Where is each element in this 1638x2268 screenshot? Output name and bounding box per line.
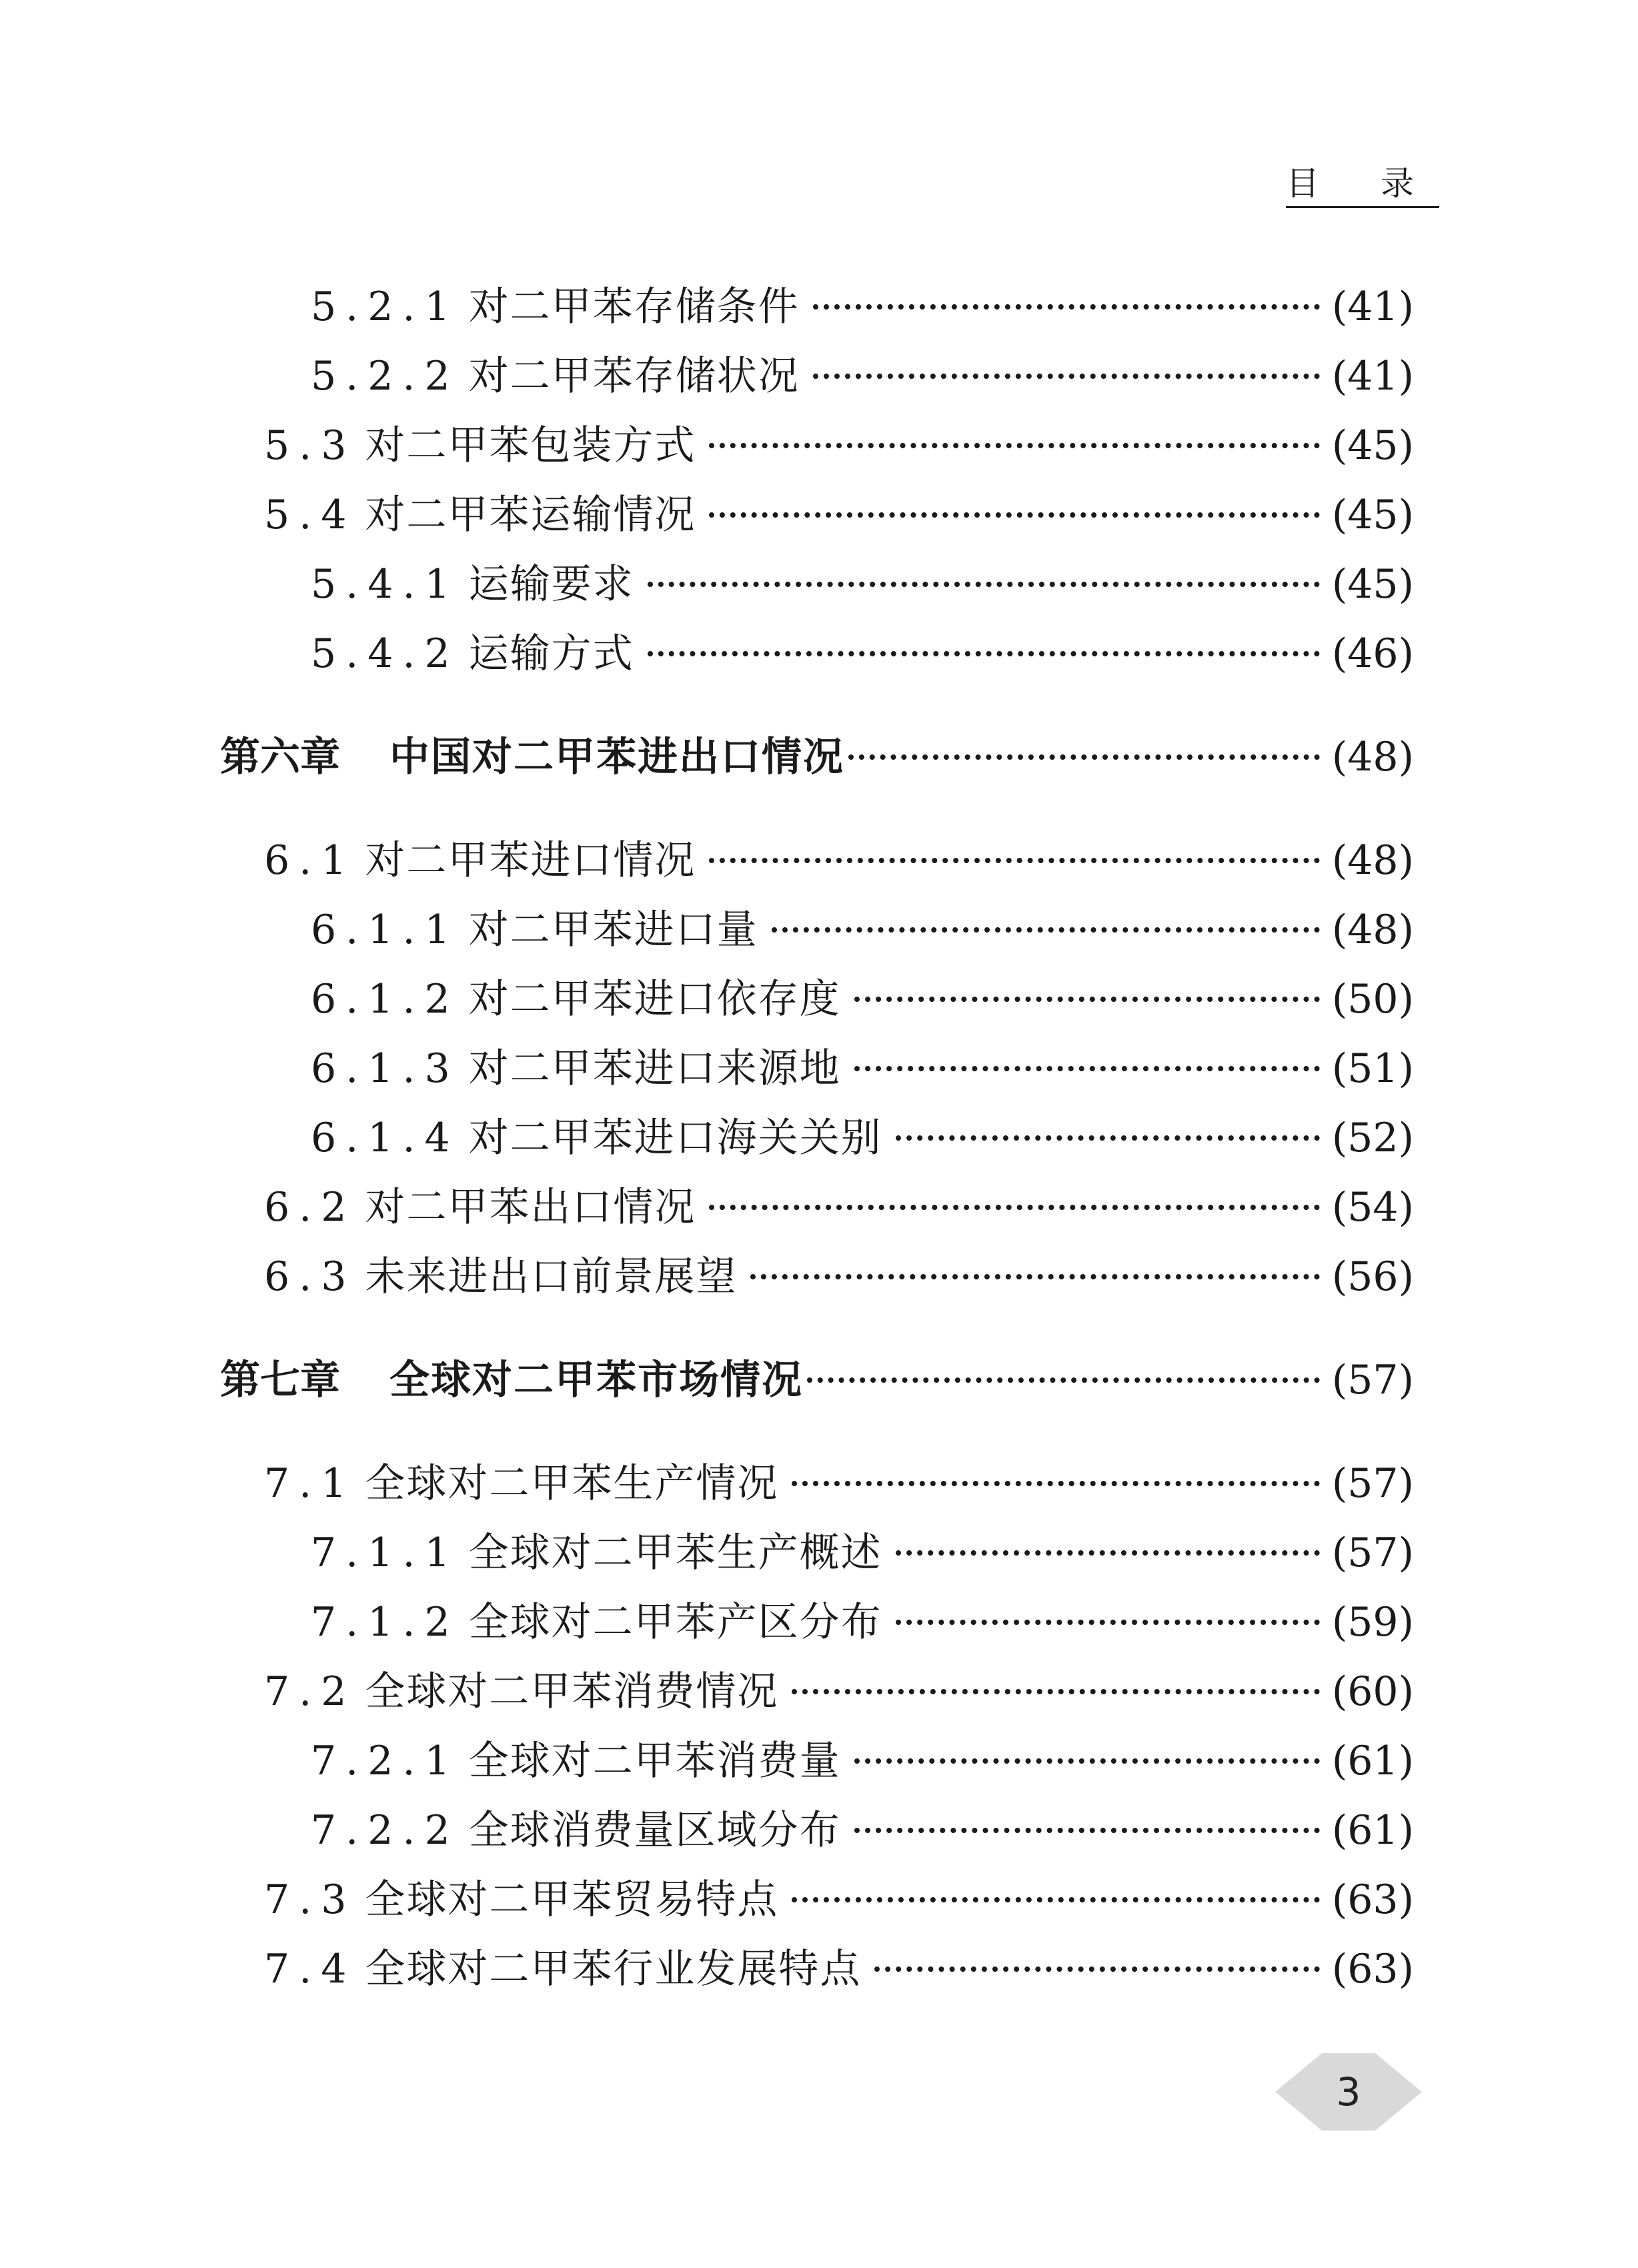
toc-page: (57) [1331, 1460, 1414, 1507]
toc-entry [311, 627, 1414, 680]
toc-number: 7.2.1 [311, 1738, 460, 1784]
toc-title: 对二甲苯包装方式 [365, 422, 696, 469]
toc-title: 对二甲苯进口情况 [365, 837, 696, 884]
toc-page: (63) [1331, 1876, 1414, 1923]
toc-title: 对二甲苯运输情况 [365, 492, 696, 538]
dot-leader [854, 1758, 1320, 1764]
toc-page: (48) [1331, 907, 1414, 953]
dot-leader [854, 997, 1320, 1002]
toc-title: 对二甲苯存储条件 [468, 284, 800, 330]
toc-number: 6.1.4 [311, 1115, 460, 1161]
toc-entry [264, 1665, 1414, 1718]
toc-number: 7.1.1 [311, 1530, 460, 1576]
toc-entry [311, 903, 1414, 957]
toc-page: (45) [1331, 422, 1414, 469]
toc-page: (57) [1331, 1357, 1414, 1403]
toc-title: 全球消费量区域分布 [468, 1807, 841, 1854]
toc-title: 全球对二甲苯消费量 [468, 1738, 841, 1784]
toc-entry [311, 1734, 1414, 1788]
dot-leader [896, 1135, 1320, 1141]
toc-number: 5.4 [264, 492, 356, 538]
toc-number: 6.1.3 [311, 1045, 460, 1092]
running-header: 目 录 [1286, 165, 1439, 208]
toc-entry [311, 280, 1414, 334]
toc-title: 对二甲苯存储状况 [468, 353, 800, 400]
toc-number: 6.2 [264, 1184, 356, 1231]
toc-chapter [220, 730, 1414, 784]
page-number: 3 [1336, 2069, 1361, 2115]
toc-title: 全球对二甲苯产区分布 [468, 1599, 882, 1646]
toc-title: 对二甲苯进口量 [468, 907, 758, 953]
toc-page: (60) [1331, 1668, 1414, 1715]
chapter-title: 中国对二甲苯进出口情况 [389, 734, 844, 780]
toc-number: 7.2.2 [311, 1807, 460, 1854]
dot-leader [813, 374, 1320, 379]
toc-number: 5.2.1 [311, 284, 460, 330]
toc-page: (41) [1331, 353, 1414, 400]
toc-title: 全球对二甲苯贸易特点 [365, 1876, 779, 1923]
toc-entry [264, 1873, 1414, 1926]
toc-page: (57) [1331, 1530, 1414, 1576]
toc-page: (41) [1331, 284, 1414, 330]
dot-leader [792, 1689, 1319, 1694]
dot-leader [792, 1897, 1319, 1902]
toc-entry [264, 1457, 1414, 1510]
toc-entry [264, 419, 1414, 472]
toc-title: 运输要求 [468, 561, 634, 608]
toc-page: (59) [1331, 1599, 1414, 1646]
toc-entry [311, 1804, 1414, 1857]
toc-page: (61) [1331, 1807, 1414, 1854]
toc-number: 5.2.2 [311, 353, 460, 400]
dot-leader [709, 858, 1319, 863]
toc-entry [264, 834, 1414, 887]
toc-page: (50) [1331, 976, 1414, 1023]
toc-title: 全球对二甲苯消费情况 [365, 1668, 779, 1715]
toc-entry [311, 558, 1414, 611]
toc-page: (46) [1331, 630, 1414, 677]
toc-number: 5.4.2 [311, 630, 460, 677]
dot-leader [896, 1620, 1320, 1625]
dot-leader [792, 1481, 1319, 1486]
dot-leader [648, 651, 1320, 656]
toc-page: (56) [1331, 1253, 1414, 1300]
toc-page: (51) [1331, 1045, 1414, 1092]
toc-number: 6.1 [264, 837, 356, 884]
dot-leader [772, 927, 1320, 933]
toc-entry [264, 1942, 1414, 1996]
toc-entry [264, 488, 1414, 542]
toc-number: 7.2 [264, 1668, 356, 1715]
toc-entry [264, 1250, 1414, 1303]
chapter-title: 全球对二甲苯市场情况 [389, 1357, 803, 1403]
chapter-number: 第六章 [220, 734, 340, 780]
toc-entry [311, 350, 1414, 403]
toc-entry [311, 1042, 1414, 1095]
toc-number: 6.1.1 [311, 907, 460, 953]
toc-title: 运输方式 [468, 630, 634, 677]
toc-number: 6.1.2 [311, 976, 460, 1023]
chapter-number: 第七章 [220, 1357, 340, 1403]
dot-leader [750, 1274, 1319, 1279]
dot-leader [709, 1205, 1319, 1210]
toc-title: 全球对二甲苯生产概述 [468, 1530, 882, 1576]
dot-leader [896, 1550, 1320, 1556]
toc-page: (45) [1331, 492, 1414, 538]
toc-entry [311, 1596, 1414, 1649]
toc-page: (61) [1331, 1738, 1414, 1784]
dot-leader [709, 512, 1319, 518]
dot-leader [854, 1066, 1320, 1071]
dot-leader [854, 1828, 1320, 1833]
toc-number: 7.3 [264, 1876, 356, 1923]
toc-entry [311, 1111, 1414, 1165]
toc-number: 5.4.1 [311, 561, 460, 608]
toc-title: 全球对二甲苯行业发展特点 [365, 1946, 862, 1993]
toc-page: (54) [1331, 1184, 1414, 1231]
toc-entry [264, 1181, 1414, 1234]
toc-page: (45) [1331, 561, 1414, 608]
toc-title: 未来进出口前景展望 [365, 1253, 738, 1300]
toc-number: 7.4 [264, 1946, 356, 1993]
toc-title: 对二甲苯进口依存度 [468, 976, 841, 1023]
toc-entry [311, 1526, 1414, 1580]
dot-leader [874, 1966, 1319, 1972]
toc-page: (48) [1331, 837, 1414, 884]
toc-entry [311, 973, 1414, 1026]
toc-number: 7.1.2 [311, 1599, 460, 1646]
dot-leader [848, 754, 1320, 760]
dot-leader [709, 443, 1319, 448]
toc-title: 对二甲苯出口情况 [365, 1184, 696, 1231]
toc-number: 7.1 [264, 1460, 356, 1507]
page-number-badge [1275, 2053, 1422, 2131]
dot-leader [648, 582, 1320, 587]
toc-title: 对二甲苯进口来源地 [468, 1045, 841, 1092]
toc-chapter [220, 1353, 1414, 1407]
dot-leader [813, 304, 1320, 310]
toc-page: (63) [1331, 1946, 1414, 1993]
toc-title: 对二甲苯进口海关关别 [468, 1115, 882, 1161]
toc-title: 全球对二甲苯生产情况 [365, 1460, 779, 1507]
toc-page: (52) [1331, 1115, 1414, 1161]
toc-number: 6.3 [264, 1253, 356, 1300]
toc-page: (48) [1331, 734, 1414, 780]
toc-number: 5.3 [264, 422, 356, 469]
dot-leader [807, 1377, 1320, 1383]
